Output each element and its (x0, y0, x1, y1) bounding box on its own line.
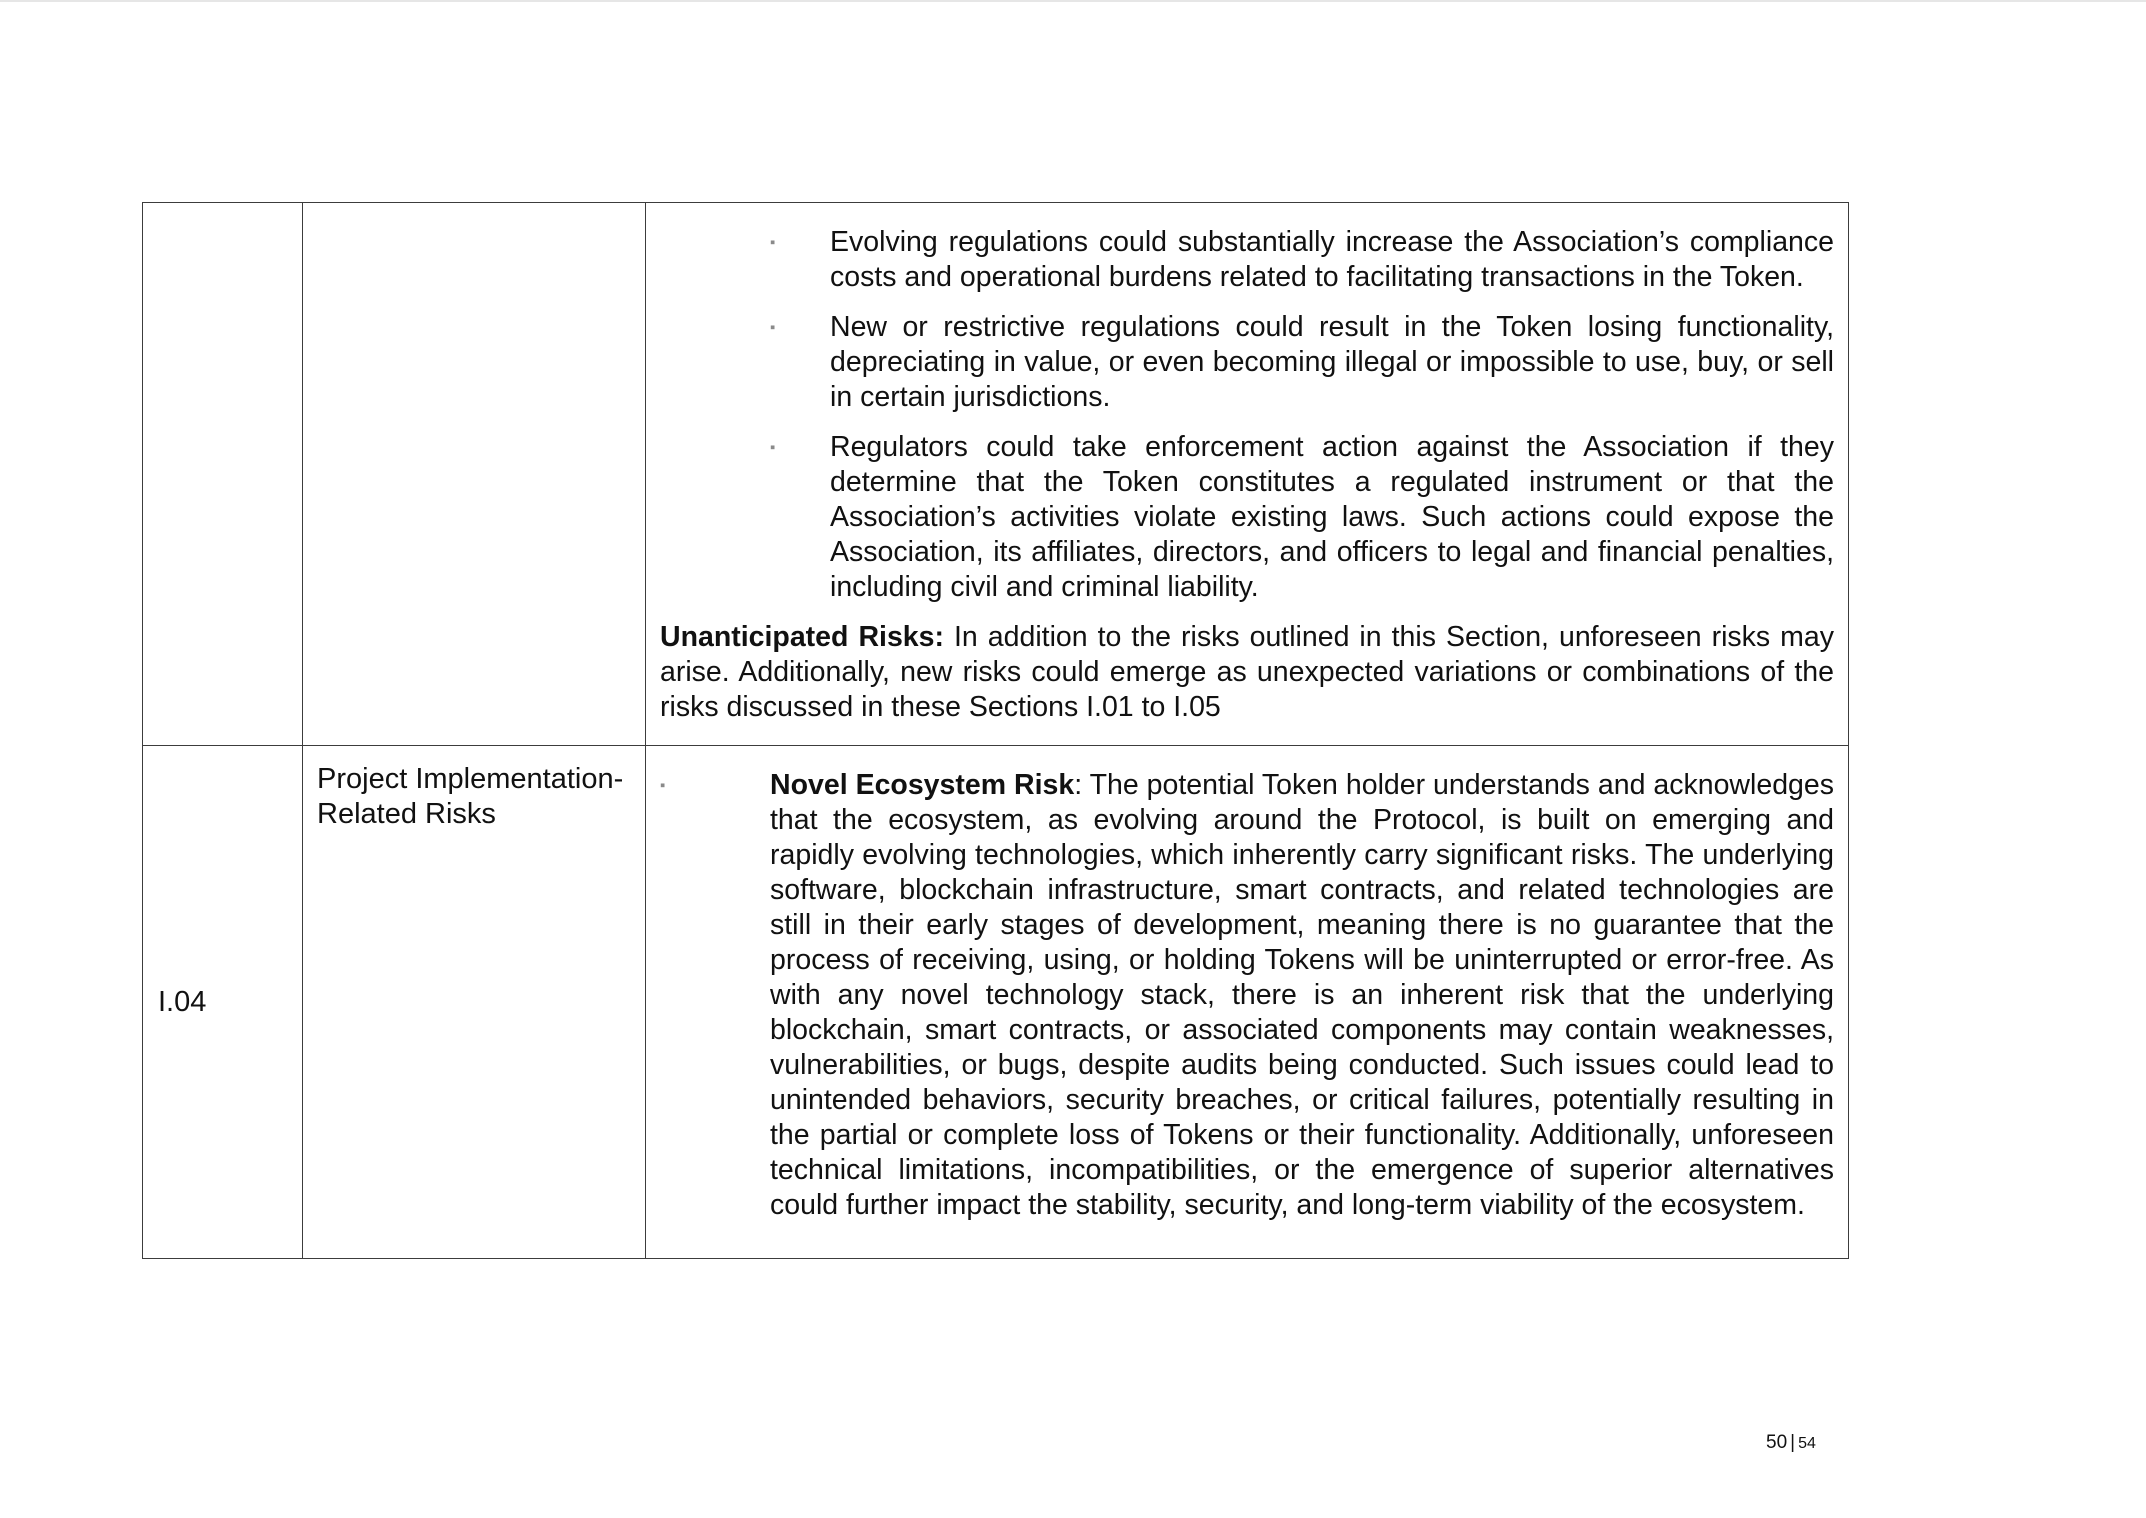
section-number-cell (143, 746, 303, 1259)
list-item (660, 225, 1834, 295)
list-item (660, 310, 1834, 415)
table-row (143, 746, 1849, 1259)
list-item (660, 430, 1834, 605)
table-row (143, 203, 1849, 746)
section-number: I.04 (158, 985, 207, 1018)
page-separator: | (1790, 1432, 1796, 1453)
bullet-icon: ▪ (770, 319, 776, 336)
description-cell (646, 746, 1849, 1259)
risk-table (142, 202, 1849, 1259)
bullet-icon: ▪ (770, 234, 776, 251)
top-border (0, 0, 2146, 2)
list-item (660, 768, 1834, 1223)
category-label (303, 203, 645, 219)
category-cell (303, 746, 646, 1259)
description-cell (646, 203, 1849, 746)
category-cell (303, 203, 646, 746)
current-page: 50 (1766, 1432, 1788, 1453)
novel-ecosystem-risk-label: Novel Ecosystem Risk (770, 769, 1075, 801)
novel-ecosystem-risk-text: : The potential Token holder understands and acknowledges that the ecosystem, as evolving around the Protocol, is built on emerging and rapidly evolving technologies, which inherently carry significant risks. The underlying software, blockchain infrastructure, smart contracts, and related technologies are still in their early stages of development, meaning there is no guarantee that the process of receiving, using, or holding Tokens will be uninterrupted or error-free. As with any novel technology stack, there is an inherent risk that the underlying blockchain, smart contracts, or associated components may contain weaknesses, vulnerabilities, or bugs, despite audits being conducted. Such issues could lead to unintended behaviors, security breaches, or critical failures, potentially resulting in the partial or complete loss of Tokens or their functionality. Additionally, unforeseen technical limitations, incompatibilities, or the emergence of superior alternatives could further impact the stability, security, and long-term viability of the ecosystem. (770, 769, 1834, 1221)
section-number-cell (143, 203, 303, 746)
bullet-text: Regulators could take enforcement action against the Association if they determine that the Token constitutes a regulated instrument or that the Association’s activities violate existing laws. Such actions could expose the Association, its affiliates, directors, and officers to legal and financial penalties, including civil and criminal liability. (830, 431, 1834, 603)
bullet-text (770, 768, 1834, 1223)
unanticipated-risks-label: Unanticipated Risks: (660, 621, 944, 653)
total-pages: 54 (1798, 1435, 1816, 1452)
unanticipated-risks-paragraph (660, 620, 1834, 725)
bullet-icon: ▪ (770, 439, 776, 456)
bullet-text: Evolving regulations could substantially increase the Association’s compliance costs and operational burdens related to facilitating transactions in the Token. (830, 226, 1834, 293)
page-number (1766, 1432, 1816, 1454)
bullet-icon: ▪ (660, 777, 666, 794)
unanticipated-risks-text: In addition to the risks outlined in this Section, unforeseen risks may arise. Additionally, new risks could emerge as unexpected variations or combinations of the risks discussed in these Sections I.01 to I.05 (660, 621, 1835, 723)
bullet-text: New or restrictive regulations could result in the Token losing functionality, depreciating in value, or even becoming illegal or impossible to use, buy, or sell in certain jurisdictions. (830, 311, 1834, 413)
category-label: Project Implementation-Related Risks (317, 763, 624, 830)
